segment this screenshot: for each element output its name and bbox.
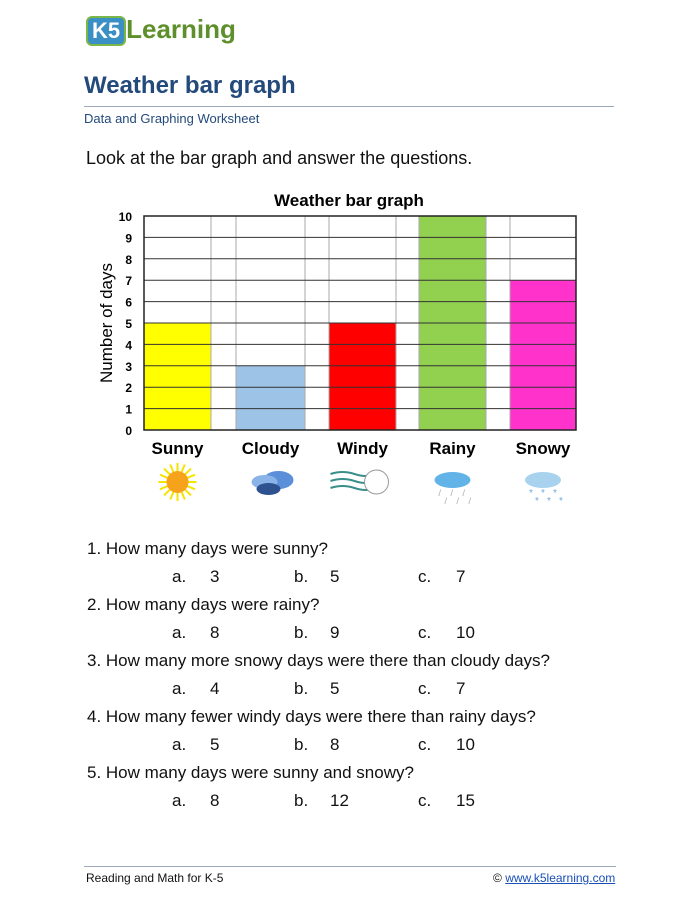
sun-icon — [159, 463, 197, 501]
x-tick-label: Cloudy — [241, 439, 300, 458]
x-tick-label: Rainy — [429, 439, 476, 458]
option-value[interactable]: 5 — [330, 679, 340, 698]
question-text: 1. How many days were sunny? — [87, 539, 328, 558]
option-value[interactable]: 8 — [210, 623, 220, 642]
question-text: 3. How many more snowy days were there than cloudy days? — [87, 651, 551, 670]
bar-snowy — [510, 280, 576, 430]
x-tick-label: Snowy — [515, 439, 571, 458]
y-tick-label: 0 — [125, 424, 132, 438]
svg-text:*: * — [535, 496, 539, 507]
copyright-symbol: © — [493, 871, 502, 885]
y-tick-label: 7 — [125, 274, 132, 289]
chart-title: Weather bar graph — [274, 191, 424, 210]
option-value[interactable]: 5 — [330, 567, 340, 586]
svg-text:/: / — [468, 496, 472, 506]
option-letter: a. — [172, 623, 187, 642]
option-letter: a. — [172, 735, 187, 754]
question-text: 5. How many days were sunny and snowy? — [87, 763, 414, 782]
y-tick-label: 2 — [125, 381, 132, 396]
y-tick-label: 3 — [125, 359, 132, 374]
x-tick-label: Windy — [337, 439, 388, 458]
option-value[interactable]: 15 — [456, 791, 475, 810]
instructions: Look at the bar graph and answer the questions. — [86, 148, 473, 168]
svg-text:*: * — [529, 488, 533, 499]
svg-text:/: / — [444, 496, 448, 506]
option-value[interactable]: 3 — [210, 567, 220, 586]
option-letter: a. — [172, 791, 187, 810]
footer-link-wrap — [493, 871, 615, 885]
bar-windy — [329, 323, 396, 430]
page-title: Weather bar graph — [84, 72, 296, 99]
option-letter: a. — [172, 567, 187, 586]
option-letter: b. — [294, 791, 309, 810]
header-divider — [84, 106, 614, 107]
option-letter: b. — [294, 735, 309, 754]
option-letter: c. — [418, 735, 432, 754]
footer-text: Reading and Math for K-5 — [86, 871, 224, 885]
option-letter: c. — [418, 791, 432, 810]
svg-text:/: / — [450, 488, 454, 498]
option-value[interactable]: 4 — [210, 679, 220, 698]
svg-text:/: / — [456, 496, 460, 506]
k5learning-link[interactable]: www.k5learning.com — [505, 871, 616, 885]
y-tick-label: 10 — [118, 210, 132, 224]
option-letter: c. — [418, 567, 432, 586]
option-value[interactable]: 10 — [456, 735, 475, 754]
option-value[interactable]: 7 — [456, 567, 466, 586]
option-value[interactable]: 5 — [210, 735, 220, 754]
footer-divider — [84, 866, 616, 867]
y-tick-label: 5 — [125, 317, 132, 331]
option-value[interactable]: 8 — [330, 735, 340, 754]
y-tick-label: 6 — [125, 295, 132, 310]
wind-icon — [331, 470, 389, 494]
svg-text:/: / — [462, 488, 466, 498]
option-letter: c. — [418, 623, 432, 642]
option-value[interactable]: 8 — [210, 791, 220, 810]
option-letter: b. — [294, 567, 309, 586]
weather-bar-chart — [80, 180, 600, 530]
page-subtitle: Data and Graphing Worksheet — [84, 111, 260, 126]
y-tick-label: 1 — [125, 402, 132, 417]
y-tick-label: 4 — [125, 338, 132, 353]
option-value[interactable]: 10 — [456, 623, 475, 642]
k5-learning-logo: K5 Learning — [86, 14, 236, 46]
bar-cloudy — [236, 366, 305, 430]
x-tick-label: Sunny — [151, 439, 204, 458]
rain-icon — [435, 472, 472, 506]
svg-text:/: / — [438, 488, 442, 498]
svg-text:*: * — [559, 496, 563, 507]
y-axis-label: Number of days — [97, 263, 116, 383]
option-value[interactable]: 7 — [456, 679, 466, 698]
snow-icon — [525, 472, 563, 507]
option-letter: b. — [294, 623, 309, 642]
option-value[interactable]: 9 — [330, 623, 340, 642]
option-letter: b. — [294, 679, 309, 698]
svg-text:*: * — [553, 488, 557, 499]
question-text: 2. How many days were rainy? — [87, 595, 320, 614]
y-tick-label: 8 — [125, 252, 132, 267]
option-value[interactable]: 12 — [330, 791, 349, 810]
option-letter: c. — [418, 679, 432, 698]
bar-sunny — [144, 323, 211, 430]
svg-text:*: * — [547, 496, 551, 507]
cloud-icon — [252, 471, 294, 495]
y-tick-label: 9 — [125, 231, 132, 246]
option-letter: a. — [172, 679, 187, 698]
svg-text:*: * — [541, 488, 545, 499]
question-text: 4. How many fewer windy days were there than rainy days? — [87, 707, 536, 726]
